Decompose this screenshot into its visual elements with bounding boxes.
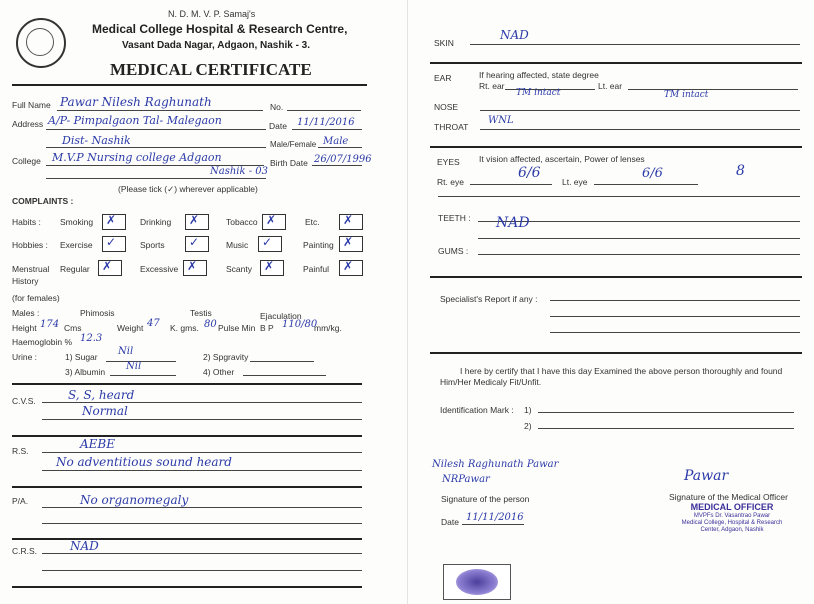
stamp-line-2: MVPFs Dr. Vasantrao Pawar — [693, 513, 771, 519]
label-hobbies: Hobbies : — [12, 240, 48, 250]
label-birth-date: Birth Date — [270, 158, 308, 168]
samaj-name: N. D. M. V. P. Samaj's — [168, 9, 256, 19]
label-gums: GUMS : — [438, 246, 469, 256]
label-full-name: Full Name — [12, 100, 51, 110]
label-spgravity: 2) Spgravity — [203, 352, 249, 362]
label-specialist: Specialist's Report if any : — [440, 294, 538, 304]
label-signature-date: Date — [441, 517, 459, 527]
value-birth-date: 26/07/1996 — [314, 154, 372, 165]
college-seal-icon — [16, 18, 66, 68]
page-fold — [407, 0, 408, 604]
value-sex: Male — [323, 136, 349, 147]
value-albumin: Nil — [126, 361, 142, 372]
label-ear: EAR — [434, 73, 452, 83]
value-crs: NAD — [70, 539, 99, 553]
label-tobacco: Tobacco — [226, 217, 258, 227]
label-vision: It vision affected, ascertain, Power of lenses — [479, 154, 645, 164]
label-pulse: Pulse Min — [218, 323, 256, 333]
value-cvs-2: Normal — [82, 404, 128, 418]
college-name: Medical College Hospital & Research Centre, — [92, 22, 348, 36]
value-rt-ear: TM intact — [516, 88, 561, 98]
value-cvs-1: S, S, heard — [68, 388, 135, 402]
value-eye-note: 8 — [736, 163, 745, 179]
label-kgms: K. gms. — [170, 323, 199, 333]
value-pulse: 80 — [204, 319, 217, 330]
thumbprint-icon — [456, 569, 498, 595]
label-no: No. — [270, 102, 284, 112]
label-lt-ear: Lt. ear — [598, 81, 623, 91]
checkbox-music[interactable]: ✓ — [258, 236, 282, 252]
checkbox-painting[interactable]: ✗ — [339, 236, 363, 252]
value-college-2: Nashik - 03 — [210, 166, 269, 177]
certify-text-2: Him/Her Medicaly Fit/Unfit. — [440, 377, 542, 387]
label-menstrual: Menstrual — [12, 264, 50, 274]
label-haemoglobin: Haemoglobin % — [12, 337, 73, 347]
value-date: 11/11/2016 — [297, 117, 355, 128]
checkbox-etc[interactable]: ✗ — [339, 214, 363, 230]
label-drinking: Drinking — [140, 217, 172, 227]
label-date: Date — [269, 121, 287, 131]
label-albumin: 3) Albumin — [65, 367, 106, 377]
value-pa: No organomegaly — [80, 493, 189, 507]
label-painful: Painful — [303, 264, 329, 274]
value-height: 174 — [40, 319, 60, 330]
label-college: College — [12, 156, 41, 166]
label-signature-officer: Signature of the Medical Officer — [669, 492, 788, 502]
checkbox-tobacco[interactable]: ✗ — [262, 214, 286, 230]
value-address-1: A/P- Pimpalgaon Tal- Malegaon — [48, 114, 222, 127]
label-id-1: 1) — [524, 405, 532, 415]
label-regular: Regular — [60, 264, 90, 274]
label-habits: Habits : — [12, 217, 41, 227]
certificate-title: MEDICAL CERTIFICATE — [110, 60, 312, 79]
value-bp: 110/80 — [282, 319, 318, 330]
label-for-females: (for females) — [12, 293, 60, 303]
label-other: 4) Other — [203, 367, 235, 377]
checkbox-scanty[interactable]: ✗ — [260, 260, 284, 276]
tick-note: (Please tick (✓) wherever applicable) — [118, 184, 258, 194]
label-scanty: Scanty — [226, 264, 252, 274]
label-testis: Testis — [190, 308, 212, 318]
label-phimosis: Phimosis — [80, 308, 115, 318]
label-exercise: Exercise — [60, 240, 93, 250]
person-signature: NRPawar — [442, 474, 490, 485]
label-eyes: EYES — [437, 157, 460, 167]
value-college-1: M.V.P Nursing college Adgaon — [52, 151, 222, 164]
checkbox-regular[interactable]: ✗ — [98, 260, 122, 276]
label-sports: Sports — [140, 240, 165, 250]
thumb-impression-box — [443, 564, 511, 600]
label-painting: Painting — [303, 240, 334, 250]
label-mmkg: mm/kg. — [314, 323, 342, 333]
value-lt-eye: 6/6 — [642, 166, 663, 181]
label-crs: C.R.S. — [12, 546, 38, 556]
value-rs-1: AEBE — [80, 437, 116, 451]
value-weight: 47 — [147, 318, 160, 329]
stamp-line-4: Center, Adgaon, Nashik — [700, 527, 764, 533]
label-bp: B P — [260, 323, 274, 333]
certify-text-1: I here by certify that I have this day Examined the above person thoroughly and found — [460, 366, 783, 376]
label-rt-eye: Rt. eye — [437, 177, 464, 187]
label-signature-person: Signature of the person — [441, 494, 530, 504]
label-height: Height — [12, 323, 37, 333]
officer-signature: Pawar — [684, 468, 729, 484]
checkbox-drinking[interactable]: ✗ — [185, 214, 209, 230]
label-pa: P/A. — [12, 496, 29, 506]
label-males: Males : — [12, 308, 40, 318]
label-urine: Urine : — [12, 352, 38, 362]
label-rs: R.S. — [12, 446, 29, 456]
value-address-2: Dist- Nashik — [62, 134, 131, 147]
label-teeth: TEETH : — [438, 213, 471, 223]
label-cvs: C.V.S. — [12, 396, 36, 406]
value-full-name: Pawar Nilesh Raghunath — [60, 95, 212, 109]
checkbox-sports[interactable]: ✓ — [185, 236, 209, 252]
stamp-title: MEDICAL OFFICER — [690, 502, 774, 512]
label-address: Address — [12, 119, 44, 129]
label-history: History — [12, 276, 39, 286]
label-hearing: If hearing affected, state degree — [479, 70, 599, 80]
value-signature-date: 11/11/2016 — [466, 512, 524, 523]
value-lt-ear: TM intact — [664, 90, 709, 100]
value-rt-eye: 6/6 — [518, 165, 541, 181]
value-rs-2: No adventitious sound heard — [56, 455, 232, 469]
label-male-female: Male/Female — [270, 140, 317, 149]
label-excessive: Excessive — [140, 264, 179, 274]
label-skin: SKIN — [434, 38, 454, 48]
label-cms: Cms — [64, 323, 82, 333]
complaints-heading: COMPLAINTS : — [12, 196, 74, 206]
person-signature-name: Nilesh Raghunath Pawar — [432, 459, 559, 470]
checkbox-smoking[interactable]: ✗ — [102, 214, 126, 230]
label-etc: Etc. — [305, 217, 320, 227]
label-ejaculation: Ejaculation — [260, 311, 302, 321]
label-nose: NOSE — [434, 102, 459, 112]
value-sugar: Nil — [118, 346, 134, 357]
label-smoking: Smoking — [60, 217, 94, 227]
stamp-line-3: Medical College, Hospital & Research — [681, 520, 783, 526]
checkbox-exercise[interactable]: ✓ — [102, 236, 126, 252]
label-music: Music — [226, 240, 249, 250]
checkbox-painful[interactable]: ✗ — [339, 260, 363, 276]
value-throat: WNL — [488, 115, 514, 126]
label-lt-eye: Lt. eye — [562, 177, 588, 187]
value-skin: NAD — [500, 28, 529, 42]
label-throat: THROAT — [434, 122, 469, 132]
label-id-2: 2) — [524, 421, 532, 431]
label-id-mark: Identification Mark : — [440, 405, 514, 415]
college-address: Vasant Dada Nagar, Adgaon, Nashik - 3. — [122, 40, 311, 51]
value-teeth-gums: NAD — [496, 215, 530, 231]
label-sugar: 1) Sugar — [65, 352, 98, 362]
label-weight: Weight — [117, 323, 144, 333]
label-rt-ear: Rt. ear — [479, 81, 505, 91]
checkbox-excessive[interactable]: ✗ — [183, 260, 207, 276]
value-haemoglobin: 12.3 — [80, 333, 103, 344]
